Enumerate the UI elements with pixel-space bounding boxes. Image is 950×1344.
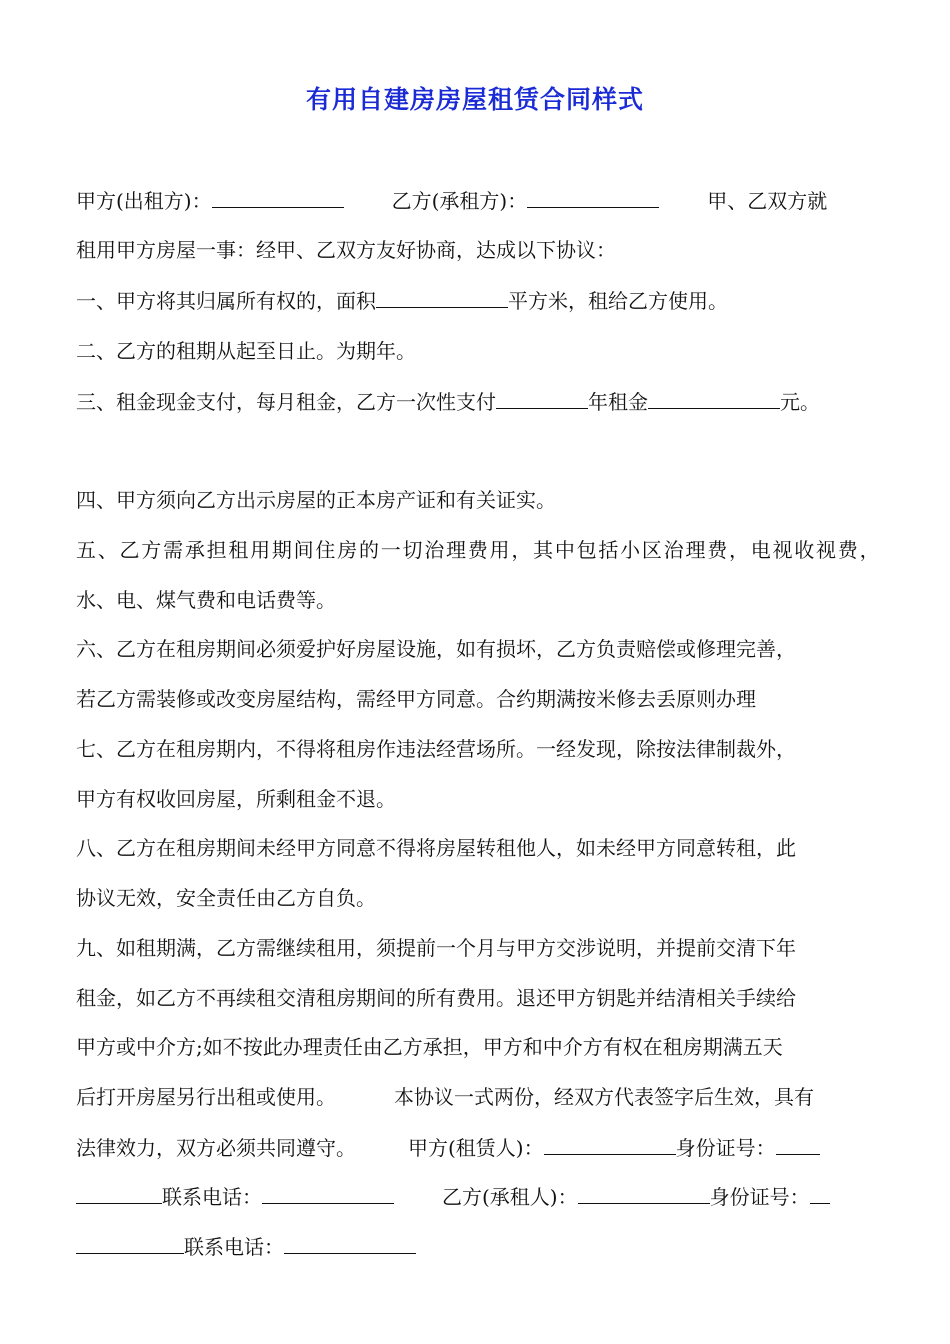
- party-b-blank: [527, 185, 659, 208]
- clause-5-line-2: 水、电、煤气费和电话费等。: [76, 588, 336, 612]
- clause-6-line-2: 若乙方需装修或改变房屋结构，需经甲方同意。合约期满按米修去丢原则办理: [76, 687, 756, 711]
- clause-6-line-1: 六、乙方在租房期间必须爱护好房屋设施，如有损坏，乙方负责赔偿或修理完善，: [76, 637, 796, 661]
- party-a-label: 甲方(出租方)：: [76, 189, 212, 213]
- clause-3-tail: 元。: [780, 390, 820, 414]
- party-b-id-blank-start: [810, 1181, 830, 1204]
- agreement-statement: 本协议一式两份，经双方代表签字后生效，具有: [394, 1085, 814, 1109]
- signature-line-2: [76, 1181, 880, 1212]
- clause-9-line-3: 甲方或中介方;如不按此办理责任由乙方承担，甲方和中介方有权在租房期满五天: [76, 1035, 783, 1059]
- party-b-id-label: 身份证号：: [709, 1185, 810, 1209]
- party-a-id-blank-start: [776, 1132, 820, 1155]
- clause-9-line-4-a: 后打开房屋另行出租或使用。: [76, 1085, 336, 1109]
- document-title: 有用自建房房屋租赁合同样式: [305, 85, 644, 114]
- clause-4: 四、甲方须向乙方出示房屋的正本房产证和有关证实。: [76, 488, 556, 512]
- party-b-sign-blank: [578, 1181, 710, 1204]
- area-blank: [376, 285, 508, 308]
- clause-8-line-2: 协议无效，安全责任由乙方自负。: [76, 886, 376, 910]
- clause-2: 二、乙方的租期从起至日止。为期年。: [76, 339, 416, 363]
- clause-9-line-1: 九、如租期满，乙方需继续租用，须提前一个月与甲方交涉说明，并提前交清下年: [76, 936, 796, 960]
- party-a-sign-blank: [544, 1132, 676, 1155]
- party-a-blank: [212, 185, 344, 208]
- party-a-phone-label: 联系电话：: [162, 1185, 262, 1209]
- party-b-lessee-label: 乙方(承租人)：: [442, 1185, 578, 1209]
- years-blank: [496, 386, 588, 409]
- clause-9-line-4: [76, 1082, 880, 1112]
- party-a-id-label: 身份证号：: [675, 1136, 776, 1160]
- clause-5-line-1: 五 、 乙 方 需 承 担 租 用 期 间 住 房 的 一 切 治 理 费 用 ， 其 中 包 括 小 区 治 理 费 ， 电 视 收 视 费 ，: [76, 538, 880, 562]
- clause-9-line-2: 租金，如乙方不再续租交清租房期间的所有费用。退还甲方钥匙并结清相关手续给: [76, 986, 796, 1010]
- clause-7-line-1: 七、乙方在租房期内，不得将租房作违法经营场所。一经发现，除按法律制裁外，: [76, 737, 796, 761]
- clause-8-line-1: 八、乙方在租房期间未经甲方同意不得将房屋转租他人，如未经甲方同意转租，此: [76, 836, 796, 860]
- clause-1-tail: 平方米，租给乙方使用。: [508, 289, 728, 313]
- signature-line-1: [76, 1132, 880, 1163]
- clause-3-mid: 年租金: [588, 390, 648, 414]
- party-b-id-blank-end: [76, 1231, 184, 1254]
- party-b-label: 乙方(承租方)：: [391, 189, 528, 213]
- party-a-phone-blank: [262, 1181, 394, 1204]
- clause-1-text: 一、甲方将其归属所有权的，面积: [76, 289, 376, 313]
- party-b-phone-label: 联系电话：: [184, 1235, 284, 1259]
- parties-line: [76, 185, 880, 216]
- party-a-lessor-label: 甲方(租赁人)：: [408, 1136, 544, 1160]
- parties-tail: 甲、乙双方就: [707, 189, 828, 213]
- clause-7-line-2: 甲方有权收回房屋，所剩租金不退。: [76, 787, 396, 811]
- clause-3-text: 三、租金现金支付，每月租金，乙方一次性支付: [76, 390, 496, 414]
- party-a-id-blank-end: [76, 1181, 162, 1204]
- clause-1: [76, 285, 880, 316]
- rent-blank: [648, 386, 780, 409]
- signature-line-3: [76, 1231, 880, 1262]
- party-b-phone-blank: [284, 1231, 416, 1254]
- intro-line: 租用甲方房屋一事：经甲、乙双方友好协商，达成以下协议：: [76, 238, 616, 262]
- clause-9-line-5: 法律效力，双方必须共同遵守。: [76, 1136, 356, 1160]
- clause-3: [76, 386, 880, 417]
